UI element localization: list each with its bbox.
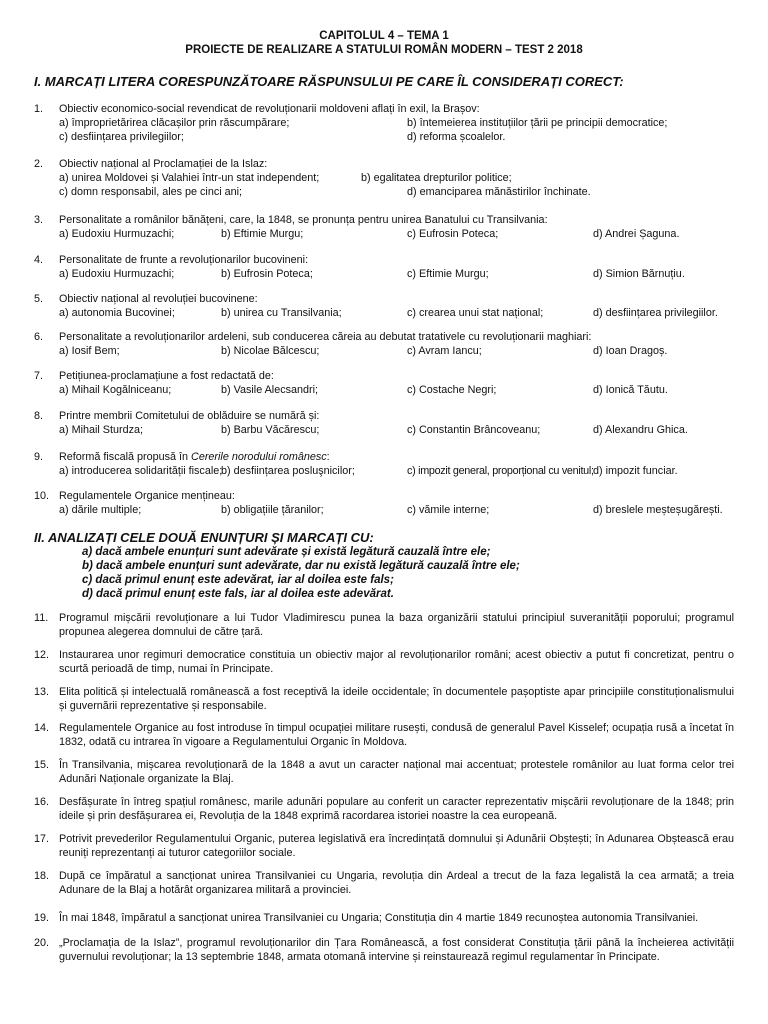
question-number: 5.: [34, 293, 44, 305]
option-d[interactable]: d) Alexandru Ghica.: [593, 424, 688, 436]
option-b[interactable]: b) întemeierea instituțiilor țării pe principii democratice;: [407, 117, 668, 129]
option-c[interactable]: c) Eufrosin Poteca;: [407, 228, 499, 240]
option-d[interactable]: d) Ioan Dragoș.: [593, 345, 668, 357]
option-c[interactable]: c) Avram Iancu;: [407, 345, 482, 357]
option-b[interactable]: b) Vasile Alecsandri;: [221, 384, 319, 396]
statement-text: Elita politică și intelectuală românească a fost receptivă la ideile occidentale; în documentele pașoptiste apar principiile constituționalismului și guvernării reprezentative și responsabile.: [59, 686, 734, 712]
statement-text: În Transilvania, mișcarea revoluționară de la 1848 a avut un caracter național mai accentuat; protestele românilor au luat forma celor trei Adunări Naționale organizate la Blaj.: [59, 759, 734, 785]
question-stem: [59, 451, 330, 465]
statement-text: Instaurarea unor regimuri democratice constituia un obiectiv major al revoluționarilor români; acest obiectiv a putut fi concretizat, pentru o scurtă perioadă de timp, numai în Principate.: [59, 649, 734, 675]
answer-key-c: c) dacă primul enunț este adevărat, iar al doilea este fals;: [82, 574, 394, 586]
statement-number: 15.: [34, 759, 50, 771]
question-stem: Regulamentele Organice mențineau:: [59, 490, 235, 502]
statement-number: 12.: [34, 649, 50, 661]
option-c[interactable]: c) Eftimie Murgu;: [407, 268, 489, 280]
statement-number: 18.: [34, 870, 50, 882]
option-a[interactable]: a) unirea Moldovei și Valahiei într-un stat independent;: [59, 172, 320, 184]
question-number: 6.: [34, 331, 44, 343]
question-stem: Personalitate a revoluționarilor ardeleni, sub conducerea căreia au debutat tratativele cu revoluționarii maghiari:: [59, 331, 592, 343]
statement-number: 11.: [34, 612, 49, 624]
option-d[interactable]: d) impozit funciar.: [593, 465, 678, 477]
answer-key-d: d) dacă primul enunț este fals, iar al doilea este adevărat.: [82, 588, 394, 600]
test-title: PROIECTE DE REALIZARE A STATULUI ROMÂN MODERN – TEST 2 2018: [185, 44, 583, 56]
statement-number: 16.: [34, 796, 50, 808]
statement-text: Potrivit prevederilor Regulamentului Organic, puterea legislativă era încredințată domnului și Adunării Obștești; în Adunarea Obștească erau reuniți reprezentanți ai tuturor categoriilor sociale.: [59, 833, 734, 859]
option-a[interactable]: a) Eudoxiu Hurmuzachi;: [59, 268, 175, 280]
statement-number: 20.: [34, 937, 50, 949]
stem-italic-title: Cererile norodului românesc: [191, 451, 327, 463]
answer-key-b: b) dacă ambele enunțuri sunt adevărate, dar nu există legătură cauzală între ele;: [82, 560, 520, 572]
section-1-heading: I. MARCAȚI LITERA CORESPUNZĂTOARE RĂSPUNSULUI PE CARE ÎL CONSIDERAȚI CORECT:: [34, 74, 624, 89]
statement-text: După ce împăratul a sancționat unirea Transilvaniei cu Ungaria, revoluția din Ardeal a trecut de la faza legalistă la cea armată; a treia Adunare de la Blaj a hotărât organizarea militară a provinciei.: [59, 870, 734, 896]
option-b[interactable]: b) Barbu Văcărescu;: [221, 424, 320, 436]
question-number: 2.: [34, 158, 44, 170]
statement-text: Desfășurate în întreg spațiul românesc, marile adunări populare au conferit un caracter reprezentativ mișcării revoluționare de la 1848; prin ideile și prin desfășurarea ei, Revoluția de la 1848 exprimă racordarea istoriei noastre la cea europeană.: [59, 796, 734, 822]
option-b[interactable]: b) unirea cu Transilvania;: [221, 307, 342, 319]
question-number: 1.: [34, 103, 44, 115]
option-c[interactable]: c) domn responsabil, ales pe cinci ani;: [59, 186, 243, 198]
question-stem: Petițiunea-proclamațiune a fost redactată de:: [59, 370, 274, 382]
question-number: 10.: [34, 490, 50, 502]
question-stem: Obiectiv național al revoluției bucovinene:: [59, 293, 258, 305]
statement-text: Regulamentele Organice au fost introduse în timpul ocupației militare rusești, condusă de generalul Pavel Kisselef; ocupația rusă a încetat în 1832, odată cu intrarea în vigoare a Regulamentului Organic în Moldova.: [59, 722, 734, 748]
statement-number: 13.: [34, 686, 50, 698]
question-stem: Printre membrii Comitetului de oblăduire se numără și:: [59, 410, 320, 422]
option-d[interactable]: d) emanciparea mănăstirilor închinate.: [407, 186, 591, 198]
option-b[interactable]: b) Nicolae Bălcescu;: [221, 345, 320, 357]
option-a[interactable]: a) dările multiple;: [59, 504, 142, 516]
statement-number: 19.: [34, 912, 50, 924]
stem-end: :: [326, 451, 330, 463]
question-number: 9.: [34, 451, 44, 463]
option-d[interactable]: d) desființarea privilegiilor.: [593, 307, 718, 319]
option-b[interactable]: b) Eufrosin Poteca;: [221, 268, 313, 280]
option-a[interactable]: a) Iosif Bem;: [59, 345, 120, 357]
question-stem: Obiectiv național al Proclamației de la Islaz:: [59, 158, 268, 170]
question-number: 4.: [34, 254, 44, 266]
statement-text: În mai 1848, împăratul a sancționat unirea Transilvaniei cu Ungaria; Constituția din 4 martie 1849 recunoștea autonomia Transilvaniei.: [59, 912, 699, 924]
option-c[interactable]: c) crearea unui stat național;: [407, 307, 544, 319]
option-c[interactable]: c) vămile interne;: [407, 504, 490, 516]
statement-text: Programul mișcării revoluționare a lui Tudor Vladimirescu punea la baza organizării statului principiul suveranității poporului; programul propunea alegerea domnului de către țară.: [59, 612, 734, 638]
option-d[interactable]: d) breslele meșteșugărești.: [593, 504, 723, 516]
section-2-heading: II. ANALIZAȚI CELE DOUĂ ENUNȚURI ȘI MARCAȚI CU:: [34, 530, 374, 545]
statement-number: 17.: [34, 833, 50, 845]
option-b[interactable]: b) Eftimie Murgu;: [221, 228, 304, 240]
option-d[interactable]: d) Ionică Tăutu.: [593, 384, 668, 396]
answer-key-a: a) dacă ambele enunțuri sunt adevărate și există legătură cauzală între ele;: [82, 546, 491, 558]
question-stem: Personalitate a românilor bănățeni, care, la 1848, se pronunța pentru unirea Banatului cu Transilvania:: [59, 214, 548, 226]
option-a[interactable]: a) introducerea solidarității fiscale;: [59, 465, 223, 477]
option-c[interactable]: c) impozit general, proporțional cu venitul;: [407, 465, 594, 477]
option-b[interactable]: b) desființarea posluşnicilor;: [221, 465, 355, 477]
option-a[interactable]: a) Eudoxiu Hurmuzachi;: [59, 228, 175, 240]
chapter-heading: CAPITOLUL 4 – TEMA 1: [319, 30, 449, 42]
option-b[interactable]: b) obligațiile țăranilor;: [221, 504, 324, 516]
option-c[interactable]: c) Costache Negri;: [407, 384, 497, 396]
question-number: 3.: [34, 214, 44, 226]
option-b[interactable]: b) egalitatea drepturilor politice;: [361, 172, 512, 184]
option-a[interactable]: a) împroprietărirea clăcașilor prin răscumpărare;: [59, 117, 290, 129]
option-d[interactable]: d) reforma școalelor.: [407, 131, 506, 143]
option-d[interactable]: d) Andrei Șaguna.: [593, 228, 680, 240]
statement-text: „Proclamația de la Islaz”, programul revoluționarilor din Țara Românească, a fost considerat Constituția țării până la încheierea activității guvernului revoluționar; la 13 septembrie 1848, armata otomană intervine și reinstaurează regimul regulamentar în Principate.: [59, 937, 734, 963]
option-c[interactable]: c) Constantin Brâncoveanu;: [407, 424, 541, 436]
question-stem: Obiectiv economico-social revendicat de revoluționarii moldoveni aflați în exil, la Brașov:: [59, 103, 480, 115]
question-stem: Personalitate de frunte a revoluționarilor bucovineni:: [59, 254, 309, 266]
statement-number: 14.: [34, 722, 50, 734]
option-c[interactable]: c) desființarea privilegiilor;: [59, 131, 184, 143]
question-number: 8.: [34, 410, 44, 422]
stem-text: Reformă fiscală propusă în: [59, 451, 192, 463]
option-a[interactable]: a) Mihail Kogălniceanu;: [59, 384, 172, 396]
question-number: 7.: [34, 370, 44, 382]
option-d[interactable]: d) Simion Bărnuțiu.: [593, 268, 685, 280]
option-a[interactable]: a) autonomia Bucovinei;: [59, 307, 175, 319]
option-a[interactable]: a) Mihail Sturdza;: [59, 424, 144, 436]
